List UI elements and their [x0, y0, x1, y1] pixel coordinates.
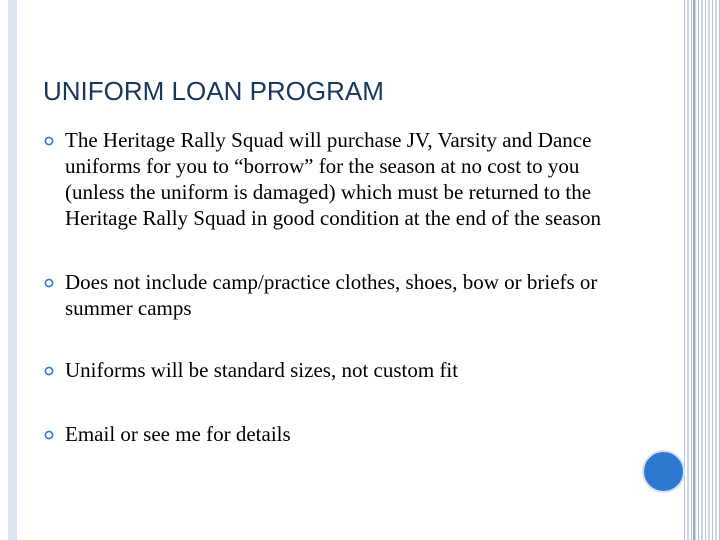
- slide-left-border: [8, 0, 17, 540]
- bullet-text: Email or see me for details: [65, 422, 291, 446]
- bullet-text: The Heritage Rally Squad will purchase JV, Varsity and Dance uniforms for you to “borrow” for the season at no cost to you (unless the uniform is damaged) which must be returned to the Heritage Rally Squad in good condition at the end of the season: [65, 128, 601, 230]
- bullet-text: Does not include camp/practice clothes, shoes, bow or briefs or summer camps: [65, 270, 598, 320]
- slide-title: UNIFORM LOAN PROGRAM: [43, 76, 384, 106]
- decorative-circle: [642, 450, 685, 493]
- bullet-item: [43, 127, 623, 231]
- slide-right-border-line: [693, 0, 695, 540]
- ring-bullet-icon: [43, 357, 57, 383]
- bullet-item: [43, 357, 623, 383]
- bullet-item: [43, 269, 623, 321]
- bullet-list: [43, 127, 623, 447]
- slide-right-border: [682, 0, 720, 540]
- bullet-item: [43, 421, 623, 447]
- ring-bullet-icon: [43, 421, 57, 447]
- bullet-text: Uniforms will be standard sizes, not custom fit: [65, 358, 459, 382]
- ring-bullet-icon: [43, 269, 57, 295]
- ring-bullet-icon: [43, 127, 57, 153]
